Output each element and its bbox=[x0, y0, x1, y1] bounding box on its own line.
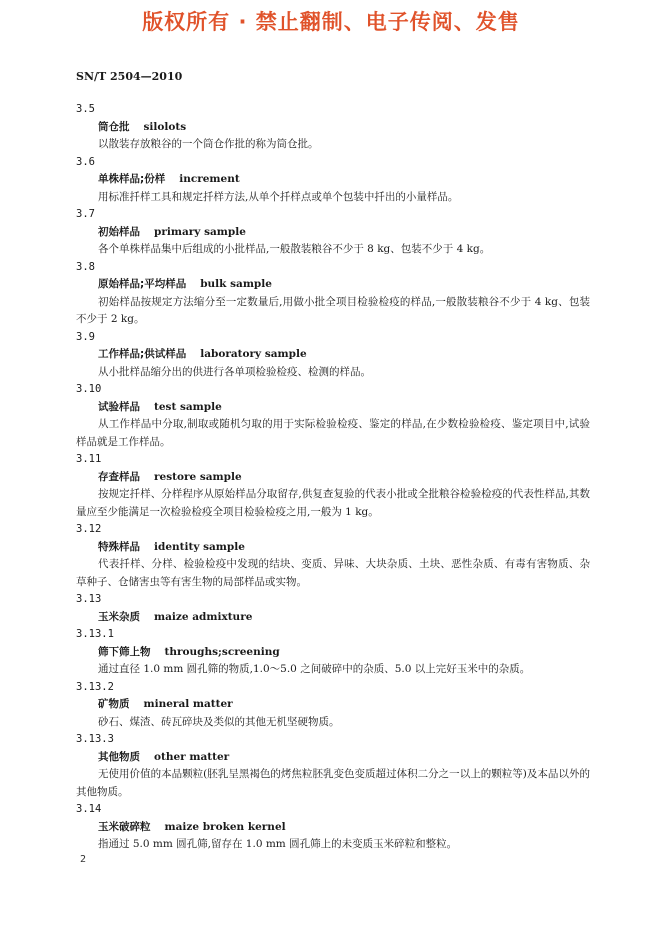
term-chinese: 矿物质 bbox=[98, 698, 130, 710]
term-heading bbox=[76, 276, 590, 294]
term-english: maize admixture bbox=[154, 610, 253, 623]
term-heading bbox=[76, 119, 590, 137]
term-definition: 通过直径 1.0 mm 圆孔筛的物质,1.0～5.0 之间破碎中的杂质、5.0 以上完好玉米中的杂质。 bbox=[98, 663, 531, 675]
term-english: bulk sample bbox=[200, 278, 272, 290]
clause-number: 3.6 bbox=[76, 155, 95, 168]
term-english: throughs;screening bbox=[164, 645, 280, 658]
term-heading bbox=[76, 609, 590, 627]
term-entry bbox=[76, 381, 590, 451]
page-number: 2 bbox=[80, 854, 87, 865]
clause-number: 3.13.3 bbox=[76, 733, 114, 745]
clause-number: 3.8 bbox=[76, 260, 95, 273]
document-code: SN/T 2504—2010 bbox=[76, 70, 183, 83]
term-heading bbox=[76, 644, 590, 662]
term-definition: 按规定扦样、分样程序从原始样品分取留存,供复查复验的代表小批或全批粮谷检验检疫的代表性样品,其数量应至少能满足一次检验检疫全项目检验检疫之用,一般为 1 kg。 bbox=[76, 488, 590, 518]
term-entry bbox=[76, 154, 590, 207]
term-definition: 从工作样品中分取,制取或随机匀取的用于实际检验检疫、鉴定的样品,在少数检验检疫、鉴定项目中,试验样品就是工作样品。 bbox=[76, 418, 590, 448]
term-chinese: 试验样品 bbox=[98, 400, 140, 413]
term-chinese: 玉米破碎粒 bbox=[98, 820, 151, 833]
watermark-banner: 版权所有 · 禁止翻制、电子传阅、发售 bbox=[142, 10, 520, 34]
term-english: mineral matter bbox=[143, 698, 233, 710]
term-entry bbox=[76, 101, 590, 154]
term-heading bbox=[76, 539, 590, 557]
term-entry bbox=[76, 206, 590, 259]
clause-number: 3.5 bbox=[76, 103, 95, 115]
term-chinese: 筒仓批 bbox=[98, 120, 130, 133]
clause-number: 3.13 bbox=[76, 593, 102, 605]
term-entry bbox=[76, 259, 590, 329]
term-english: restore sample bbox=[154, 470, 242, 483]
term-definition: 代表扦样、分样、检验检疫中发现的结块、变质、异味、大块杂质、土块、恶性杂质、有毒有害物质、杂草种子、仓储害虫等有害生物的局部样品或实物。 bbox=[76, 558, 590, 588]
term-heading bbox=[76, 224, 590, 242]
term-chinese: 初始样品 bbox=[98, 225, 140, 238]
clause-number: 3.14 bbox=[76, 803, 102, 815]
clause-number: 3.11 bbox=[76, 453, 102, 465]
term-heading bbox=[76, 696, 590, 714]
terms-list bbox=[76, 101, 590, 854]
term-definition: 以散装存放粮谷的一个筒仓作批的称为筒仓批。 bbox=[98, 138, 319, 150]
term-definition: 无使用价值的本品颗粒(胚乳呈黑褐色的烤焦粒胚乳变色变质超过体积二分之一以上的颗粒等)及本品以外的其他物质。 bbox=[76, 768, 590, 798]
term-entry bbox=[76, 801, 590, 854]
clause-number: 3.13.1 bbox=[76, 628, 114, 640]
term-heading bbox=[76, 346, 590, 364]
term-heading bbox=[76, 171, 590, 189]
term-english: other matter bbox=[154, 750, 230, 763]
term-entry bbox=[76, 451, 590, 521]
term-definition: 砂石、煤渣、砖瓦碎块及类似的其他无机坚硬物质。 bbox=[98, 715, 340, 728]
term-entry bbox=[76, 731, 590, 801]
clause-number: 3.7 bbox=[76, 208, 95, 220]
term-english: silolots bbox=[143, 120, 187, 133]
term-entry bbox=[76, 626, 590, 679]
term-definition: 各个单株样品集中后组成的小批样品,一般散装粮谷不少于 8 kg、包装不少于 4 kg。 bbox=[98, 243, 491, 255]
term-chinese: 工作样品;供试样品 bbox=[98, 348, 187, 360]
term-heading bbox=[76, 469, 590, 487]
term-heading bbox=[76, 749, 590, 767]
term-chinese: 原始样品;平均样品 bbox=[98, 278, 187, 290]
term-heading bbox=[76, 819, 590, 837]
term-entry bbox=[76, 591, 590, 626]
term-english: test sample bbox=[154, 400, 222, 413]
term-chinese: 单株样品;份样 bbox=[98, 173, 166, 185]
term-definition: 初始样品按规定方法缩分至一定数量后,用做小批全项目检验检疫的样品,一般散装粮谷不少于 4 kg、包装不少于 2 kg。 bbox=[76, 295, 590, 325]
term-chinese: 存查样品 bbox=[98, 470, 140, 483]
clause-number: 3.13.2 bbox=[76, 680, 114, 693]
term-english: laboratory sample bbox=[200, 348, 307, 360]
term-definition: 指通过 5.0 mm 圆孔筛,留存在 1.0 mm 圆孔筛上的未变质玉米碎粒和整粒。 bbox=[98, 838, 458, 850]
term-entry bbox=[76, 679, 590, 732]
term-entry bbox=[76, 329, 590, 382]
term-entry bbox=[76, 521, 590, 591]
clause-number: 3.9 bbox=[76, 330, 95, 343]
clause-number: 3.12 bbox=[76, 523, 102, 535]
term-chinese: 筛下筛上物 bbox=[98, 645, 151, 658]
clause-number: 3.10 bbox=[76, 383, 102, 395]
term-definition: 用标准扦样工具和规定扦样方法,从单个扦样点或单个包装中扦出的小量样品。 bbox=[98, 190, 459, 203]
term-english: identity sample bbox=[154, 540, 245, 553]
term-english: maize broken kernel bbox=[164, 820, 286, 833]
term-definition: 从小批样品缩分出的供进行各单项检验检疫、检测的样品。 bbox=[98, 365, 371, 378]
term-heading bbox=[76, 399, 590, 417]
term-chinese: 其他物质 bbox=[98, 750, 140, 763]
term-english: primary sample bbox=[154, 225, 246, 238]
term-chinese: 特殊样品 bbox=[98, 540, 140, 553]
term-english: increment bbox=[179, 173, 240, 185]
term-chinese: 玉米杂质 bbox=[98, 610, 140, 623]
